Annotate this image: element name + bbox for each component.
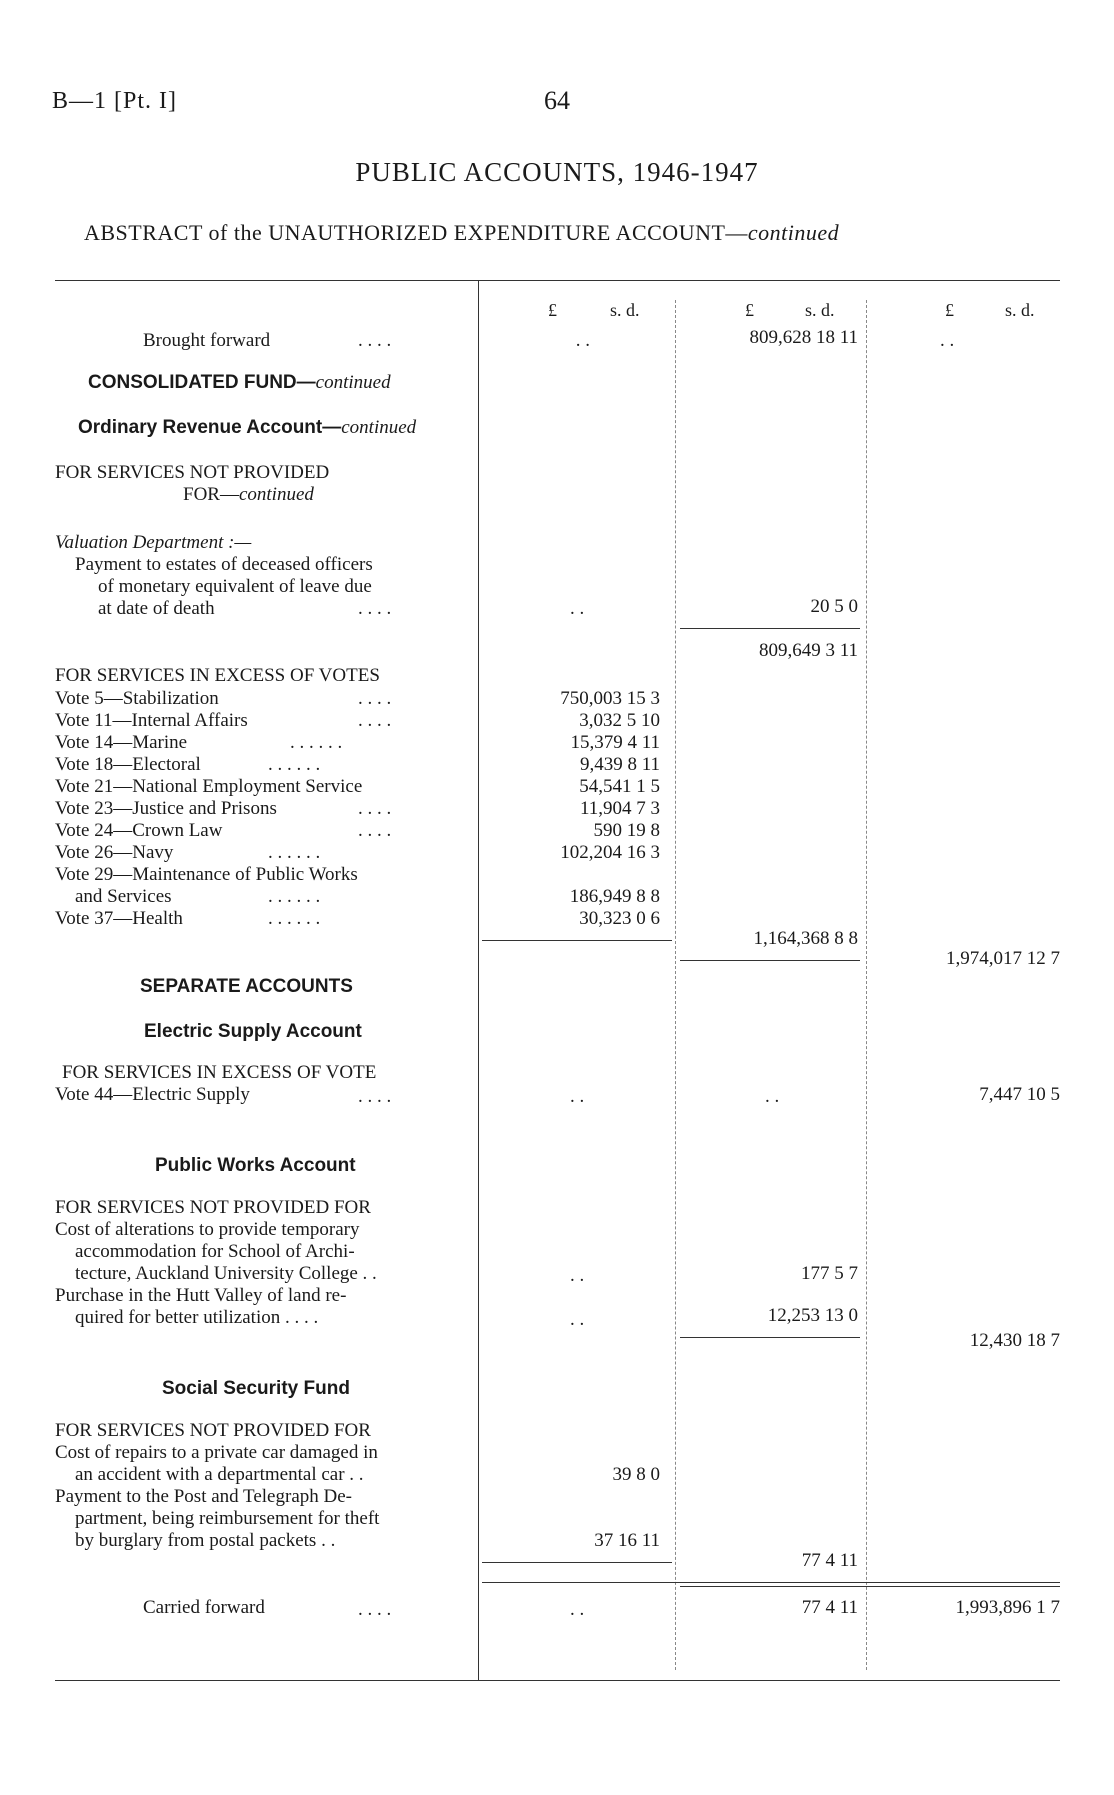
- public-works-item2-line1: Purchase in the Hutt Valley of land re-: [55, 1285, 347, 1306]
- not-provided-line-2-main: FOR—: [183, 484, 239, 505]
- vote-label: Vote 21—National Employment Service: [55, 776, 363, 797]
- valuation-subtotal-rule: [680, 628, 860, 629]
- social-security-heading: Social Security Fund: [162, 1378, 350, 1399]
- ordinary-revenue-heading: [78, 417, 416, 439]
- subtitle-main: ABSTRACT of the UNAUTHORIZED EXPENDITURE ACCOUNT—: [84, 220, 748, 245]
- valuation-line-1: Payment to estates of deceased officers: [75, 554, 373, 575]
- valuation-line-3: at date of death: [98, 598, 215, 619]
- consolidated-main: CONSOLIDATED FUND—: [88, 372, 316, 393]
- table-top-rule: [55, 280, 1060, 281]
- valuation-dots: . . . .: [358, 598, 392, 619]
- electric-c2: . .: [765, 1086, 780, 1107]
- excess-c1-rule: [482, 940, 672, 941]
- vote-label: Vote 14—Marine: [55, 732, 188, 753]
- vote-dots: . . . . . .: [268, 886, 321, 907]
- social-item2-c1: 37 16 11: [594, 1530, 660, 1551]
- carried-forward-rule-2: [680, 1586, 1060, 1587]
- public-works-not-provided: FOR SERVICES NOT PROVIDED FOR: [55, 1197, 371, 1218]
- public-works-item1-line2: accommodation for School of Archi-: [75, 1241, 355, 1262]
- excess-c2-rule: [680, 960, 860, 961]
- vote-dots: . . . .: [358, 688, 392, 709]
- public-works-item1-c1: . .: [570, 1265, 585, 1286]
- vote-amount: 54,541 1 5: [579, 776, 660, 797]
- col1-pound-heading: £: [548, 300, 557, 320]
- brought-forward-c3: . .: [940, 330, 955, 351]
- vote-dots: . . . . . .: [268, 842, 321, 863]
- vote-amount: 590 19 8: [593, 820, 660, 841]
- social-item1-line2: an accident with a departmental car . .: [75, 1464, 364, 1485]
- page-title: PUBLIC ACCOUNTS, 1946-1947: [355, 157, 759, 187]
- vote-amount: 15,379 4 11: [570, 732, 660, 753]
- electric-excess-heading: FOR SERVICES IN EXCESS OF VOTE: [62, 1062, 377, 1083]
- vote-dots: . . . .: [358, 820, 392, 841]
- excess-c2-total: 1,164,368 8 8: [753, 928, 858, 949]
- valuation-line-2: of monetary equivalent of leave due: [98, 576, 372, 597]
- public-works-item2-c1: . .: [570, 1309, 585, 1330]
- public-works-item1-line3: tecture, Auckland University College . .: [75, 1263, 377, 1284]
- social-item2-line3: by burglary from postal packets . .: [75, 1530, 336, 1551]
- social-item1-c1: 39 8 0: [612, 1464, 660, 1485]
- social-item1-line1: Cost of repairs to a private car damaged in: [55, 1442, 378, 1463]
- social-not-provided: FOR SERVICES NOT PROVIDED FOR: [55, 1420, 371, 1441]
- electric-supply-heading: Electric Supply Account: [144, 1021, 362, 1042]
- excess-heading: FOR SERVICES IN EXCESS OF VOTES: [55, 665, 380, 686]
- col1-sd-heading: s. d.: [610, 300, 640, 320]
- excess-c3-total: 1,974,017 12 7: [946, 948, 1060, 969]
- carried-forward-rule: [482, 1582, 1060, 1583]
- separate-accounts-heading: SEPARATE ACCOUNTS: [140, 976, 353, 997]
- brought-forward-c2: 809,628 18 11: [749, 327, 858, 348]
- valuation-heading: Valuation Department :—: [55, 532, 252, 553]
- social-item2-line2: partment, being reimbursement for theft: [75, 1508, 380, 1529]
- page-subtitle: [84, 220, 839, 246]
- public-works-item1-line1: Cost of alterations to provide temporary: [55, 1219, 360, 1240]
- electric-vote-label: Vote 44—Electric Supply: [55, 1084, 250, 1105]
- vote-label: Vote 23—Justice and Prisons: [55, 798, 277, 819]
- social-item2-line1: Payment to the Post and Telegraph De-: [55, 1486, 352, 1507]
- vote-amount: 102,204 16 3: [560, 842, 660, 863]
- ordinary-continued: continued: [341, 417, 417, 438]
- electric-c3: 7,447 10 5: [979, 1084, 1060, 1105]
- col2-pound-heading: £: [745, 300, 754, 320]
- not-provided-line-1: FOR SERVICES NOT PROVIDED: [55, 462, 330, 483]
- vote-dots: . . . .: [358, 710, 392, 731]
- valuation-c2: 20 5 0: [810, 596, 858, 617]
- vote-label: Vote 18—Electoral: [55, 754, 201, 775]
- column-divider-2: [675, 300, 676, 1670]
- public-works-item1-c2: 177 5 7: [801, 1263, 858, 1284]
- page-number: 64: [544, 86, 570, 115]
- valuation-c1: . .: [570, 598, 585, 619]
- vote-label: Vote 5—Stabilization: [55, 688, 219, 709]
- table-bottom-rule: [55, 1680, 1060, 1681]
- public-works-c2-rule: [680, 1337, 860, 1338]
- vote-amount: 750,003 15 3: [560, 688, 660, 709]
- subtitle-continued: continued: [747, 220, 840, 245]
- col2-sd-heading: s. d.: [805, 300, 835, 320]
- electric-c1: . .: [570, 1086, 585, 1107]
- carried-forward-label: Carried forward: [143, 1597, 265, 1618]
- valuation-subtotal: 809,649 3 11: [758, 640, 858, 661]
- col3-pound-heading: £: [945, 300, 954, 320]
- not-provided-line-2: [183, 484, 595, 506]
- electric-vote-dots: . . . .: [358, 1086, 392, 1107]
- social-c2-total: 77 4 11: [801, 1550, 858, 1571]
- brought-forward-c1: . .: [575, 330, 590, 351]
- social-c1-rule: [482, 1562, 672, 1563]
- not-provided-line-2-cont: continued: [238, 484, 314, 505]
- vote-label: Vote 24—Crown Law: [55, 820, 223, 841]
- public-works-item2-c2: 12,253 13 0: [767, 1305, 858, 1326]
- public-works-c3-total: 12,430 18 7: [969, 1330, 1060, 1351]
- col3-sd-heading: s. d.: [1005, 300, 1035, 320]
- vote-label: Vote 11—Internal Affairs: [55, 710, 248, 731]
- page-reference: B—1 [Pt. I]: [52, 88, 177, 114]
- vote-dots: . . . . . .: [268, 908, 321, 929]
- brought-forward-dots: . . . .: [358, 330, 392, 351]
- public-works-item2-line2: quired for better utilization . . . .: [75, 1307, 319, 1328]
- public-works-heading: Public Works Account: [155, 1155, 356, 1176]
- carried-forward-c1: . .: [570, 1599, 585, 1620]
- vote-dots: . . . . . .: [290, 732, 343, 753]
- vote-amount: 9,439 8 11: [579, 754, 660, 775]
- carried-forward-dots: . . . .: [358, 1599, 392, 1620]
- consolidated-continued: continued: [315, 372, 391, 393]
- carried-forward-c3: 1,993,896 1 7: [955, 1597, 1060, 1618]
- vote-amount: 3,032 5 10: [579, 710, 660, 731]
- brought-forward-label: Brought forward: [143, 330, 271, 351]
- vote-label: Vote 37—Health: [55, 908, 183, 929]
- vote-label: Vote 29—Maintenance of Public Works: [55, 864, 358, 885]
- vote-dots: . . . . . .: [268, 754, 321, 775]
- vote-dots: . . . .: [358, 798, 392, 819]
- vote-amount: 11,904 7 3: [579, 798, 660, 819]
- vote-label: Vote 26—Navy: [55, 842, 174, 863]
- consolidated-fund-heading: [88, 372, 391, 394]
- carried-forward-c2: 77 4 11: [801, 1597, 858, 1618]
- vote-amount: 30,323 0 6: [579, 908, 660, 929]
- ordinary-main: Ordinary Revenue Account—: [78, 417, 342, 438]
- column-divider-3: [866, 300, 867, 1670]
- vote-amount: 186,949 8 8: [569, 886, 660, 907]
- vote-label: and Services: [75, 886, 172, 907]
